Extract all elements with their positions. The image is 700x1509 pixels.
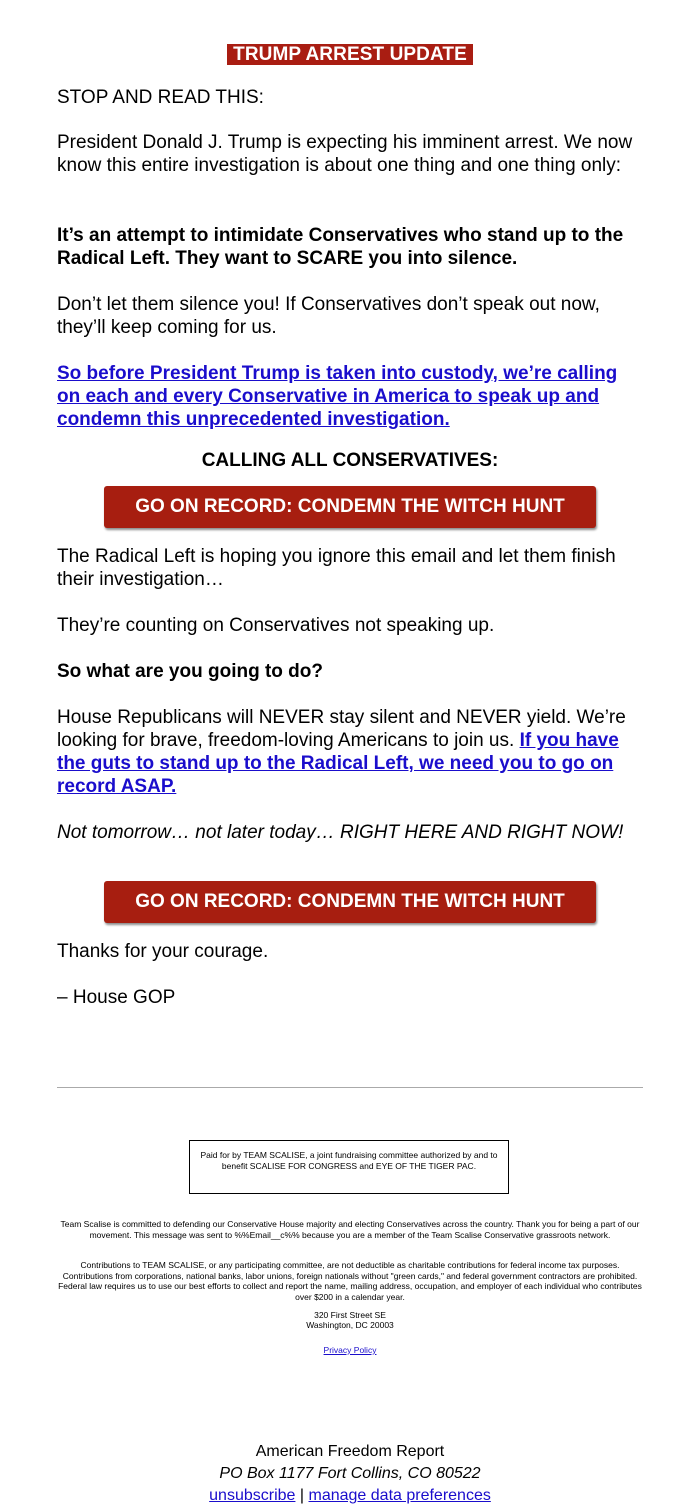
privacy-row xyxy=(57,1345,643,1356)
disclaimer-address-line2: Washington, DC 20003 xyxy=(306,1320,394,1330)
paragraph-thanks: Thanks for your courage. xyxy=(57,941,269,962)
paragraph-hoping: The Radical Left is hoping you ignore this email and let them finish their investigation… xyxy=(57,546,616,590)
condemn-investigation-link[interactable]: So before President Trump is taken into custody, we’re calling on each and every Conservative in America to speak up and condemn this unprecedented investigation. xyxy=(57,363,618,430)
footer-org: American Freedom Report xyxy=(255,1443,445,1460)
disclaimer-contributions: Contributions to TEAM SCALISE, or any participating committee, are not deductible as charitable contributions for federal income tax purposes. Contributions from corporations, national banks, labor unions, foreign nationals without "green cards," and federal government contractors are prohibited. Federal law requires us to use our best efforts to collect and report the name, mailing address, occupation, and employer of each individual who contributes over $200 in a calendar year. xyxy=(58,1260,642,1302)
unsubscribe-link[interactable]: unsubscribe xyxy=(209,1487,296,1504)
paragraph-silence: Don’t let them silence you! If Conservatives don’t speak out now, they’ll keep coming for us. xyxy=(57,294,600,338)
paragraph-right-now: Not tomorrow… not later today… RIGHT HERE AND RIGHT NOW! xyxy=(57,822,624,843)
go-on-record-button-2[interactable]: GO ON RECORD: CONDEMN THE WITCH HUNT xyxy=(104,881,596,923)
privacy-policy-link[interactable]: Privacy Policy xyxy=(323,1345,377,1355)
banner-headline: TRUMP ARREST UPDATE xyxy=(227,44,473,65)
disclaimer-address-line1: 320 First Street SE xyxy=(314,1310,386,1320)
disclaimer-mission: Team Scalise is committed to defending our Conservative House majority and electing Conservatives across the country. Thank you for being a part of our movement. This message was sent to %%Email__c%% because you are a member of the Team Scalise Conservative grassroots network. xyxy=(60,1219,640,1240)
republicans-text: House Republicans will NEVER stay silent and NEVER yield. We’re looking for brave, freedom-loving Americans to join us. xyxy=(57,707,626,751)
paid-for-box: Paid for by TEAM SCALISE, a joint fundraising committee authorized by and to benefit SCALISE FOR CONGRESS and EYE OF THE TIGER PAC. xyxy=(189,1140,509,1194)
banner-row xyxy=(0,44,700,65)
go-on-record-link[interactable]: If you have the guts to stand up to the Radical Left, we need you to go on record ASAP. xyxy=(57,730,619,797)
intro-line: STOP AND READ THIS: xyxy=(57,87,264,108)
paragraph-question: So what are you going to do? xyxy=(57,661,323,682)
signoff: – House GOP xyxy=(57,987,176,1008)
footer-address: PO Box 1177 Fort Collins, CO 80522 xyxy=(219,1465,481,1482)
divider xyxy=(57,1087,643,1088)
paragraph-republicans xyxy=(57,706,643,798)
paragraph-custody-link xyxy=(57,362,643,431)
paragraph-intimidate: It’s an attempt to intimidate Conservatives who stand up to the Radical Left. They want to SCARE you into silence. xyxy=(57,225,624,269)
footer-separator: | xyxy=(299,1487,305,1504)
paragraph-counting: They’re counting on Conservatives not speaking up. xyxy=(57,615,495,636)
paragraph-arrest: President Donald J. Trump is expecting his imminent arrest. We now know this entire investigation is about one thing and one thing only: xyxy=(57,132,633,176)
footer-links xyxy=(0,1485,700,1507)
manage-preferences-link[interactable]: manage data preferences xyxy=(308,1487,491,1504)
calling-heading: CALLING ALL CONSERVATIVES: xyxy=(201,450,499,471)
go-on-record-button[interactable]: GO ON RECORD: CONDEMN THE WITCH HUNT xyxy=(104,486,596,528)
